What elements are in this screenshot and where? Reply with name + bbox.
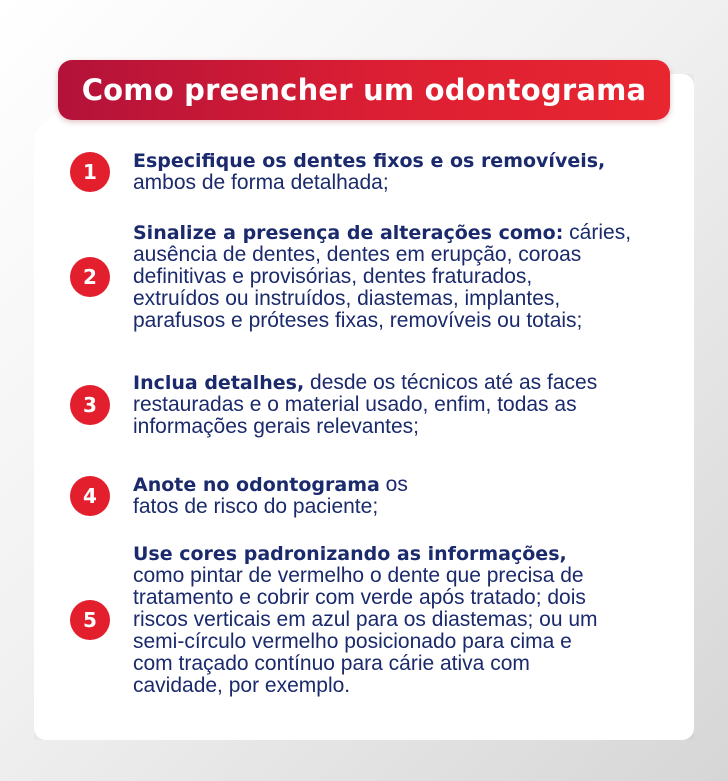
step-number-badge: 1	[70, 152, 110, 192]
list-item	[70, 372, 670, 438]
item-line-rest: os	[379, 473, 408, 496]
item-line: ambos de forma detalhada;	[133, 171, 389, 194]
item-line: tratamento e cobrir com verde após tratado; dois	[133, 586, 586, 609]
item-line: como pintar de vermelho o dente que precisa de	[133, 564, 584, 587]
list-item-text	[133, 474, 408, 518]
item-line: restauradas e o material usado, enfim, todas as	[133, 393, 577, 416]
item-heading: Especifique os dentes fixos e os removíveis,	[133, 150, 606, 172]
item-heading: Sinalize a presença de alterações como:	[133, 222, 564, 244]
step-number-badge: 5	[70, 600, 110, 640]
list-item-text	[133, 150, 605, 194]
step-number-badge: 2	[70, 257, 110, 297]
item-line: fatos de risco do paciente;	[133, 495, 379, 518]
item-line: definitivas e provisórias, dentes fraturados,	[133, 265, 533, 288]
item-line: riscos verticais em azul para os diastemas; ou um	[133, 608, 598, 631]
list-item-text	[133, 222, 631, 332]
item-line: parafusos e próteses fixas, removíveis ou totais;	[133, 309, 583, 332]
list-item	[70, 543, 670, 697]
step-number-badge: 4	[70, 476, 110, 516]
step-number-badge: 3	[70, 385, 110, 425]
item-line: semi-círculo vermelho posicionado para cima e	[133, 630, 572, 653]
item-line-rest: cáries,	[563, 221, 632, 244]
item-line: informações gerais relevantes;	[133, 415, 419, 438]
list-item	[70, 222, 670, 332]
item-line-rest: desde os técnicos até as faces	[304, 371, 598, 394]
item-line: cavidade, por exemplo.	[133, 674, 351, 697]
title-banner	[58, 60, 670, 120]
item-heading: Use cores padronizando as informações,	[133, 543, 567, 565]
item-heading: Inclua detalhes,	[133, 372, 305, 394]
list-item	[70, 150, 670, 194]
item-line: extruídos ou instruídos, diastemas, implantes,	[133, 287, 561, 310]
list-item-text	[133, 372, 597, 438]
list-item	[70, 474, 670, 518]
list-item-text	[133, 543, 598, 697]
item-line: com traçado contínuo para cárie ativa com	[133, 652, 530, 675]
item-line: ausência de dentes, dentes em erupção, coroas	[133, 243, 582, 266]
item-heading: Anote no odontograma	[133, 474, 380, 496]
page-title: Como preencher um odontograma	[81, 73, 647, 107]
